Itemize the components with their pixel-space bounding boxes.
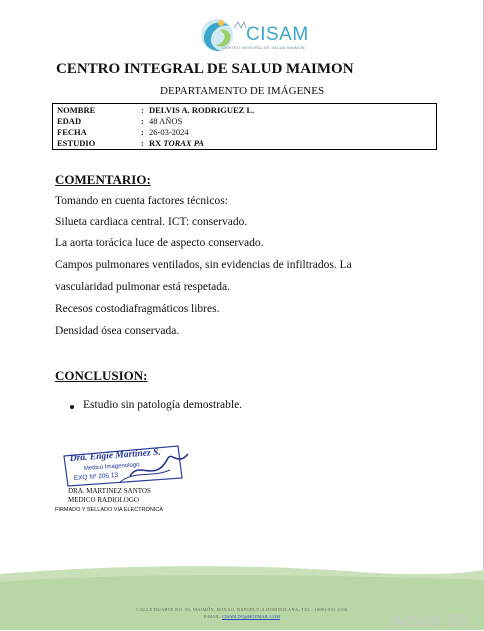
patient-colon: :: [141, 105, 144, 115]
patient-info-box: [52, 103, 437, 150]
conclusion-heading: CONCLUSION:: [55, 368, 148, 383]
patient-key: NOMBRE: [57, 105, 96, 115]
signature-note: FIRMADO Y SELLADO VIA ELECTRONICA: [55, 507, 163, 513]
stamp-name: Dra. Engie Martinez S.: [69, 447, 162, 464]
patient-value: 26-03-2024: [149, 127, 189, 137]
comment-line: Silueta cardiaca central. ICT: conservado.: [55, 216, 248, 228]
footer-email-label: E-MAIL:: [203, 614, 222, 619]
comment-line: Campos pulmonares ventilados, sin evidencias de infiltrados. La: [55, 259, 352, 271]
footer-address: CALLE DUARTE NO. 33, MAIMÓN, BONAO, REPUBLICA DOMINICANA, TEL.: (809)-551-2100: [136, 607, 348, 612]
patient-row-date: [57, 127, 189, 137]
activation-watermark: Activar Wi: [391, 611, 468, 630]
comment-line: Tomando en cuenta factores técnicos:: [55, 195, 228, 207]
stamp-role: Medico Imagenologo: [83, 462, 140, 472]
patient-value: DELVIS A. RODRIGUEZ L.: [149, 105, 255, 115]
patient-colon: :: [141, 116, 144, 126]
signer-role: MEDICO RADIOLOGO: [68, 496, 139, 504]
center-title: CENTRO INTEGRAL DE SALUD MAIMON: [56, 61, 354, 77]
patient-key: ESTUDIO: [57, 138, 96, 148]
comment-line: La aorta torácica luce de aspecto conservado.: [55, 237, 264, 249]
logo-subtitle: CENTRO INTEGRAL DE SALUD MAIMON: [222, 45, 305, 50]
comment-heading: COMENTARIO:: [55, 172, 151, 187]
patient-key: FECHA: [57, 127, 87, 137]
patient-value: 48 AÑOS: [149, 116, 183, 126]
comment-line: Recesos costodiafragmáticos libres.: [55, 303, 220, 315]
patient-colon: :: [141, 138, 144, 148]
patient-colon: :: [141, 127, 144, 137]
patient-value: RX: [149, 138, 164, 148]
logo-wordmark: CISAM: [246, 24, 309, 45]
patient-row-age: [57, 116, 182, 126]
footer-email-link[interactable]: CISAM.DO@HOTMAIL.COM: [221, 614, 281, 619]
signature-stamp-icon: [60, 440, 195, 488]
conclusion-item: Estudio sin patología demostrable.: [83, 399, 243, 411]
patient-row-name: [57, 105, 254, 115]
patient-value-italic: TORAX PA: [163, 138, 204, 148]
department-title: DEPARTAMENTO DE IMÁGENES: [160, 85, 325, 97]
stamp-id: EXQ Nº 206 13: [73, 471, 119, 482]
comment-line: Densidad ósea conservada.: [55, 325, 180, 337]
signer-name: DRA. MARTINEZ SANTOS: [68, 487, 151, 495]
patient-row-study: [57, 138, 204, 148]
patient-key: EDAD: [57, 116, 82, 126]
comment-line: vascularidad pulmonar está respetada.: [55, 281, 230, 293]
bullet-icon: [70, 405, 74, 409]
